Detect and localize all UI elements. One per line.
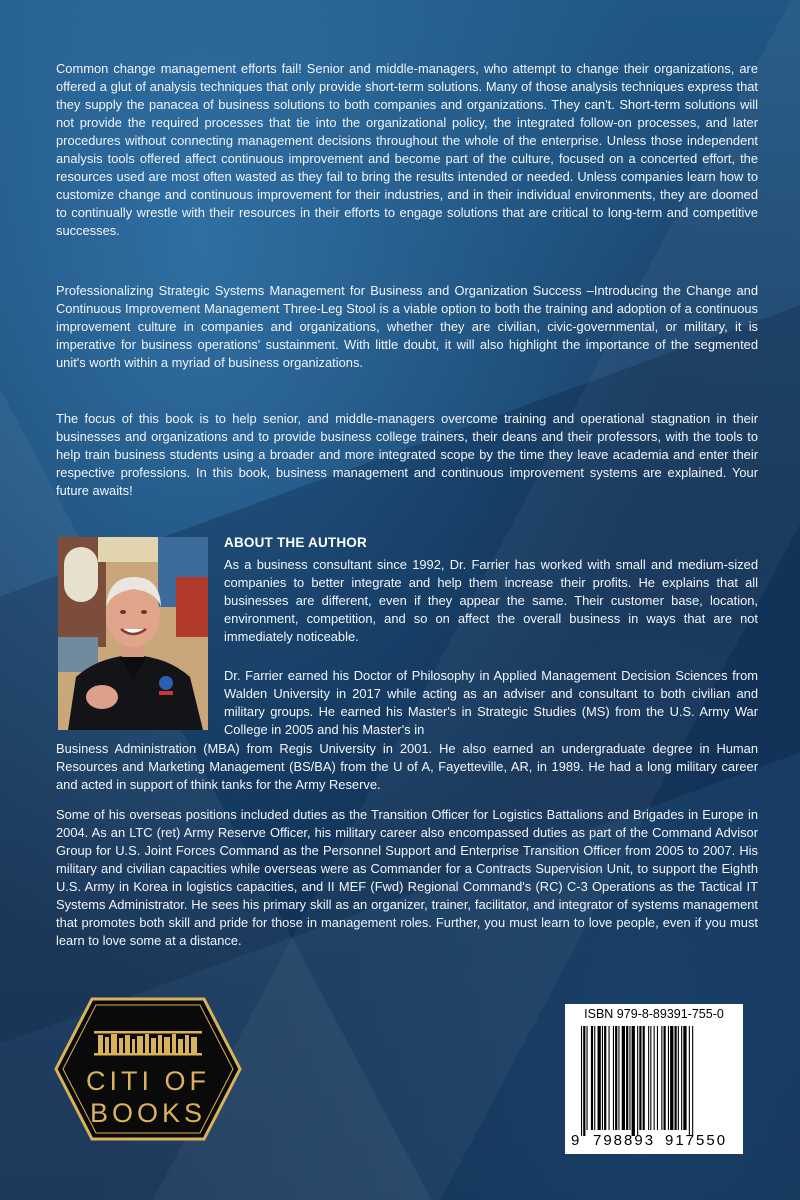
barcode-bar bbox=[683, 1026, 686, 1130]
barcode-bar bbox=[668, 1026, 669, 1130]
barcode-bar bbox=[598, 1026, 601, 1130]
about-author-paragraph-2-bottom: Business Administration (MBA) from Regis University in 2001. He also earned an undergraduate degree in Human Resources and Marketing Management (BS/BA) from the U of A, Fayetteville, AR, in 1989. He had a long military career and acted in support of think tanks for the Army Reserve. bbox=[56, 741, 758, 792]
barcode-bar bbox=[657, 1026, 658, 1130]
barcode-bar bbox=[661, 1026, 662, 1130]
barcode-bar bbox=[643, 1026, 645, 1130]
barcode-bar bbox=[609, 1026, 610, 1130]
barcode-bar bbox=[654, 1026, 655, 1130]
barcode-digits-left: 798893 bbox=[593, 1132, 656, 1149]
barcode-bar bbox=[583, 1026, 585, 1136]
description-paragraph-1: Common change management efforts fail! Senior and middle-managers, who attempt to change their organizations, are offered a glut of analysis techniques that only provide short-term solutions. Many of those analysis techniques express that they supply the panacea of business solutions to both companies and organizations. They can't. Short-term solutions will not provide the required processes that tie into the organizational policy, the integrated follow-on processes, and later procedures without connecting management decisions throughout the whole of the enterprise. Unless those independent analysis tools offered affect continuous improvement and become part of the culture, focused on a concerted effort, the resources used are most often wasted as they fail to bring the results intended or needed. Unless companies learn how to customize change and continuous improvement for their industries, and in their individual environments, they are doomed to continually wrestle with their resources in their efforts to engage solutions that are critical to long-term and competitive successes. bbox=[56, 61, 758, 238]
barcode-bar bbox=[664, 1026, 666, 1130]
barcode-bar bbox=[618, 1026, 619, 1130]
barcode-bar bbox=[629, 1026, 630, 1130]
barcode-bar bbox=[670, 1026, 673, 1130]
barcode-digit-lead: 9 bbox=[571, 1132, 580, 1149]
about-author-paragraph-1: As a business consultant since 1992, Dr. Farrier has worked with small and medium-sized companies to better integrate and help them increase their profits. He explains that all businesses are different, even if they appear the same. Their customer base, location, environment, competition, and so on affect the overall business in ways that are not immediately noticeable. bbox=[224, 557, 758, 644]
barcode-bar bbox=[648, 1026, 649, 1130]
barcode-bar bbox=[632, 1026, 635, 1136]
barcode-bar bbox=[587, 1026, 588, 1130]
barcode-bar bbox=[678, 1026, 679, 1130]
barcode-bar bbox=[615, 1026, 617, 1130]
publisher-logo bbox=[52, 995, 244, 1143]
author-paragraph-3: Some of his overseas positions included duties as the Transition Officer for Logistics Battalions and Brigades in Europe in 2004. As an LTC (ret) Army Reserve Officer, his military career also encompassed duties as part of the Command Advisor Group for U.S. Joint Forces Command as the Personnel Support and Enterprise Transition Officer from 2005 to 2007. His military and civilian capacities while overseas were as Commander for a Contracts Supervision Unit, to support the Eighth U.S. Army in Korea in logistics capacities, and II MEF (Fwd) Regional Command's (RC) C-3 Operations as the Tactical IT Systems Administrator. He sees his primary skill as an organizer, trainer, facilitator, and integrator of systems management that promotes both skill and pride for those in management roles. Further, you must learn to love people, even if you must learn to love some at a distance. bbox=[56, 807, 758, 948]
barcode-bar bbox=[622, 1026, 625, 1130]
about-author-heading: ABOUT THE AUTHOR bbox=[224, 535, 367, 550]
author-photo bbox=[58, 537, 208, 730]
barcode-bar bbox=[604, 1026, 606, 1130]
barcode-bar bbox=[591, 1026, 593, 1130]
barcode-bar bbox=[594, 1026, 595, 1130]
barcode-bar bbox=[650, 1026, 651, 1130]
barcode-bar bbox=[681, 1026, 682, 1130]
barcode-bar bbox=[581, 1026, 582, 1136]
barcode-bar bbox=[692, 1026, 693, 1136]
barcode-digits-right: 917550 bbox=[665, 1132, 728, 1149]
description-paragraph-3: The focus of this book is to help senior, and middle-managers overcome training and operational stagnation in their businesses and organizations and to provide business college trainers, their deans and their professors, with the tools to help train business students using a broader and more integrated scope by the time they leave academia and enter their respective professions. In this book, business management and continuous improvement systems are explained. Your future awaits! bbox=[56, 411, 758, 498]
publisher-name-line1: CITI OF bbox=[86, 1066, 210, 1096]
barcode-bar bbox=[689, 1026, 690, 1136]
publisher-logo-badge bbox=[52, 995, 244, 1143]
barcode-bar bbox=[637, 1026, 638, 1136]
barcode-bar bbox=[675, 1026, 677, 1130]
author-portrait-image bbox=[58, 537, 208, 730]
isbn-number: ISBN 979-8-89391-755-0 bbox=[584, 1007, 724, 1021]
about-author-paragraph-2-top: Dr. Farrier earned his Doctor of Philosophy in Applied Management Decision Sciences from Walden University in 2017 while acting as an adviser and consultant to both civilian and military groups. He earned his Master's in Strategic Studies (MS) from the U.S. Army War College in 2005 and his Master's in bbox=[224, 668, 758, 737]
barcode-bar bbox=[639, 1026, 641, 1130]
isbn-barcode bbox=[565, 1004, 743, 1154]
description-paragraph-2: Professionalizing Strategic Systems Management for Business and Organization Success –Introducing the Change and Continuous Improvement Management Three-Leg Stool is a viable option to both the training and adoption of a continuous improvement culture in companies and organizations, whether they are civilian, civic-governmental, or military, it is imperative for business operations' sustainment. With little doubt, it will also highlight the importance of the segmented unit's worth within a myriad of business organizations. bbox=[56, 283, 758, 370]
barcode-bar bbox=[602, 1026, 603, 1130]
barcode-bar bbox=[613, 1026, 614, 1130]
barcode-bar bbox=[626, 1026, 628, 1130]
publisher-name-line2: BOOKS bbox=[89, 1098, 207, 1128]
